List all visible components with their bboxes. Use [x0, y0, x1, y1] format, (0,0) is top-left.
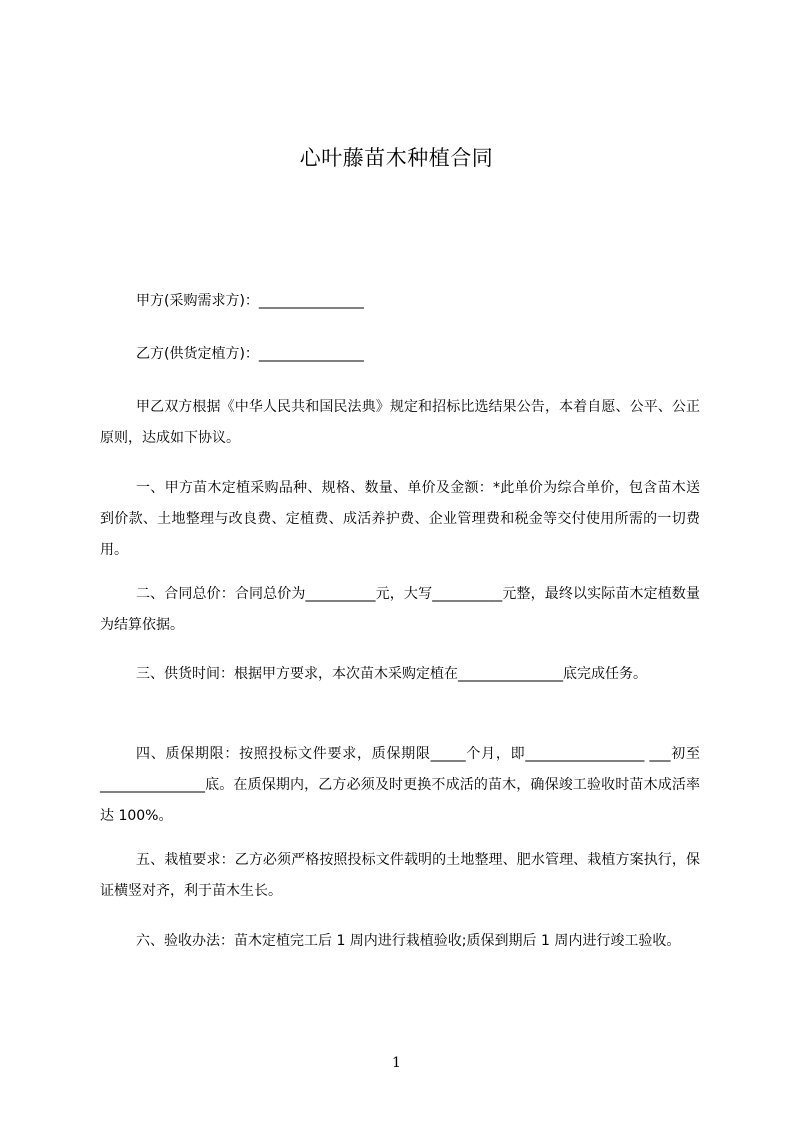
- intro-paragraph: 甲乙双方根据《中华人民共和国民法典》规定和招标比选结果公告，本着自愿、公平、公正原则，达成如下协议。: [100, 399, 700, 446]
- clause-3: 三、供货时间：根据甲方要求，本次苗木采购定植在_______________底完成任务。: [136, 666, 647, 682]
- party-b-line: 乙方(供货定植方)：_______________: [136, 346, 364, 362]
- clause-1: 一、甲方苗木定植采购品种、规格、数量、单价及金额：*此单价为综合单价，包含苗木送到价款、土地整理与改良费、定植费、成活养护费、企业管理费和税金等交付使用所需的一切费用。: [100, 480, 700, 558]
- clause-5: 五、栽植要求：乙方必须严格按照投标文件载明的土地整理、肥水管理、栽植方案执行，保证横竖对齐，利于苗木生长。: [100, 852, 700, 899]
- clause-2: 二、合同总价：合同总价为__________元，大写__________元整，最终以实际苗木定植数量为结算依据。: [100, 586, 700, 633]
- clause-4: 四、质保期限：按照投标文件要求，质保期限_____个月，即_________________ ___初至_______________底。在质保期内，乙方必须及时更换不成活的苗木，确保竣工验收时苗木成活率达 100%。: [100, 746, 700, 824]
- party-a-line: 甲方(采购需求方)：_______________: [136, 293, 364, 309]
- page-number: 1: [392, 1055, 401, 1071]
- clause-6: 六、验收办法：苗木定植完工后 1 周内进行栽植验收;质保到期后 1 周内进行竣工验收。: [136, 933, 681, 949]
- document-title: 心叶藤苗木种植合同: [299, 146, 494, 170]
